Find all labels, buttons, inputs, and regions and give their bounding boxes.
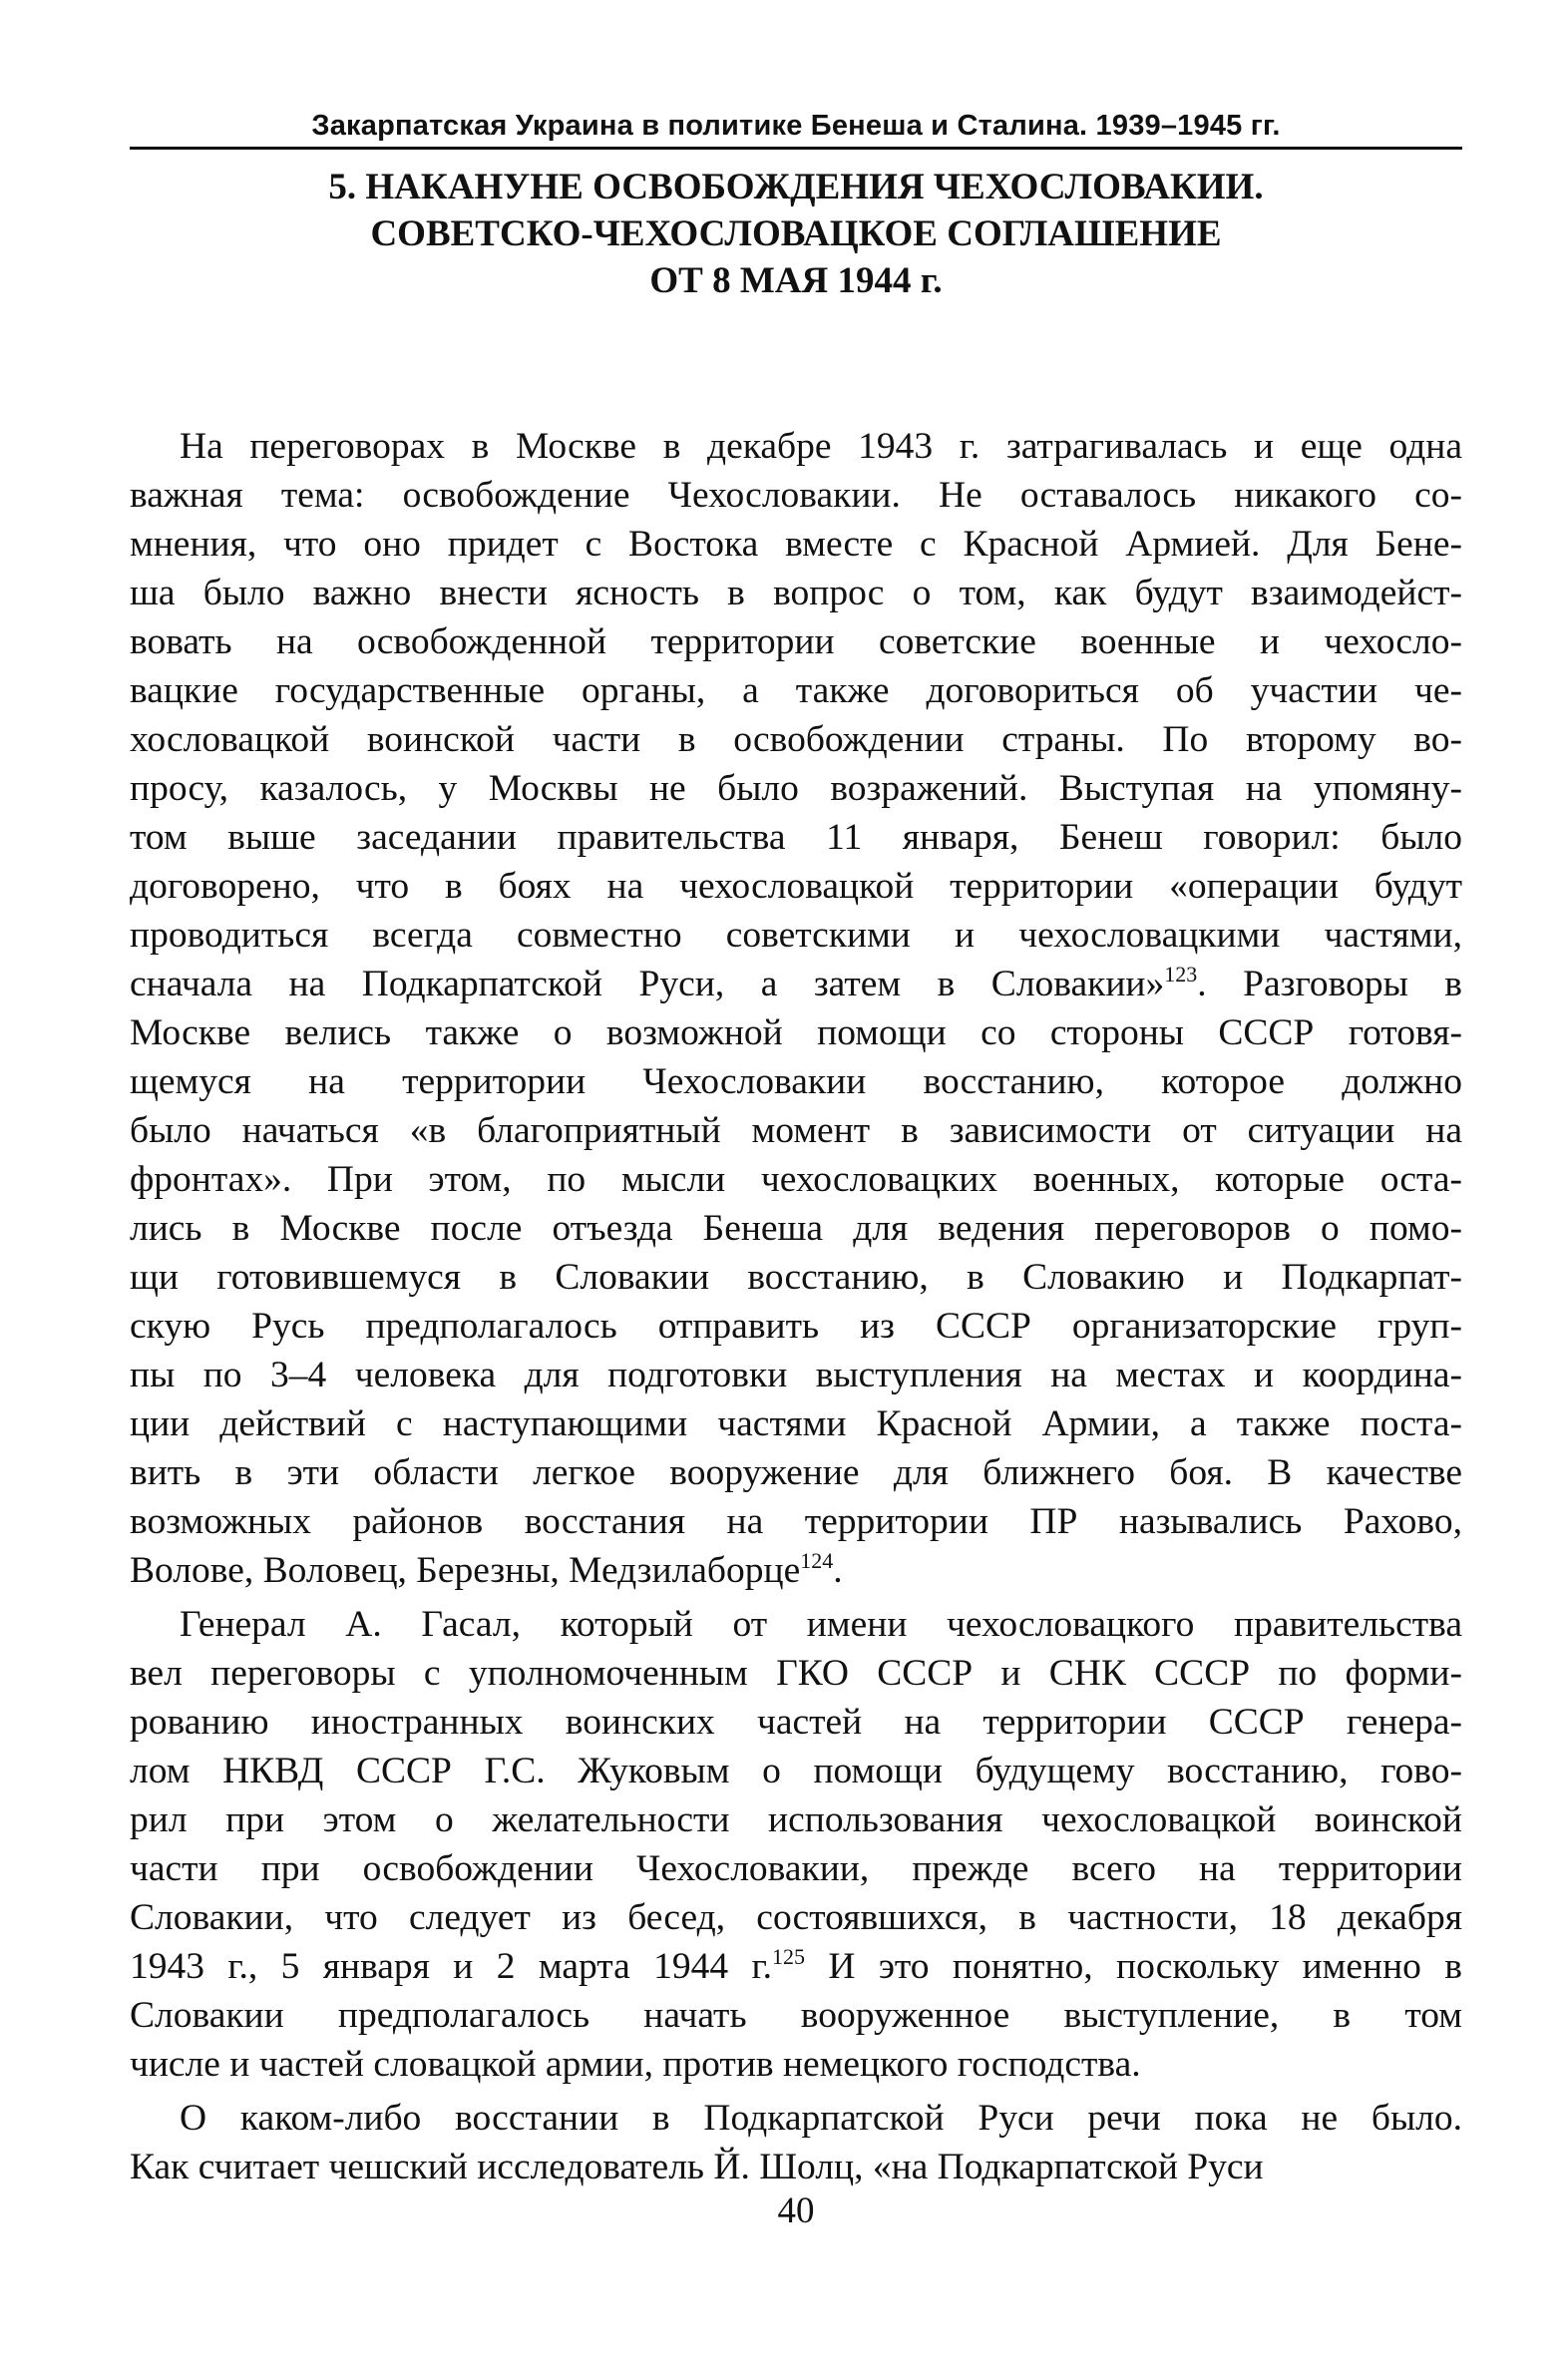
- text-line: [130, 1302, 1462, 1351]
- line-text: было начаться «в благоприятный момент в зависимости от ситуации на: [130, 1110, 1462, 1151]
- text-line: [130, 1795, 1462, 1844]
- text-line: [130, 1106, 1462, 1155]
- text-line: [130, 1893, 1462, 1942]
- line-text: Словакии, что следует из бесед, состоявшихся, в частности, 18 декабря: [130, 1897, 1462, 1938]
- text-line: [130, 960, 1462, 1008]
- line-text: части при освобождении Чехословакии, прежде всего на территории: [130, 1848, 1462, 1889]
- text-line: [130, 1747, 1462, 1795]
- text-line: [130, 1600, 1462, 1649]
- line-text: возможных районов восстания на территории ПР назывались Рахово,: [130, 1501, 1462, 1542]
- body-text: [130, 422, 1462, 2191]
- line-text-after: . Разговоры в: [1197, 964, 1462, 1004]
- line-text: О каком-либо восстании в Подкарпатской Руси речи пока не было.: [180, 2098, 1462, 2139]
- footnote-ref[interactable]: 123: [1164, 962, 1198, 987]
- line-text: просу, казалось, у Москвы не было возражений. Выступая на упомяну-: [130, 768, 1462, 809]
- paragraph: [130, 422, 1462, 1595]
- chapter-title-line: 5. НАКАНУНЕ ОСВОБОЖДЕНИЯ ЧЕХОСЛОВАКИИ.: [328, 167, 1264, 207]
- line-text: скую Русь предполагалось отправить из СССР организаторские груп-: [130, 1306, 1462, 1347]
- line-text: ции действий с наступающими частями Красной Армии, а также поста-: [130, 1403, 1462, 1444]
- text-line: [130, 1698, 1462, 1747]
- line-text: важная тема: освобождение Чехословакии. Не оставалось никакого со-: [130, 475, 1462, 516]
- line-text: рил при этом о желательности использования чехословацкой воинской: [130, 1799, 1462, 1840]
- paragraph: [130, 2094, 1462, 2191]
- line-text: щемуся на территории Чехословакии восстанию, которое должно: [130, 1061, 1462, 1102]
- text-line: [130, 1546, 1462, 1595]
- text-line: [130, 911, 1462, 960]
- text-line: [130, 1008, 1462, 1057]
- text-line: [130, 1351, 1462, 1399]
- line-text: Как считает чешский исследователь Й. Шолц, «на Подкарпатской Руси: [130, 2147, 1264, 2187]
- line-text-after: И это понятно, поскольку именно в: [805, 1946, 1463, 1987]
- line-text: вить в эти области легкое вооружение для ближнего боя. В качестве: [130, 1452, 1462, 1493]
- line-text-after: .: [833, 1550, 843, 1591]
- line-text: На переговорах в Москве в декабре 1943 г. затрагивалась и еще одна: [180, 426, 1462, 467]
- line-text: ша было важно внести ясность в вопрос о том, как будут взаимодейст-: [130, 573, 1462, 613]
- line-text: договорено, что в боях на чехословацкой территории «операции будут: [130, 866, 1462, 907]
- page-number: 40: [777, 2190, 815, 2231]
- text-line: [130, 422, 1462, 471]
- line-text: вел переговоры с уполномоченным ГКО СССР и СНК СССР по форми-: [130, 1653, 1462, 1694]
- line-text: лись в Москве после отъезда Бенеша для ведения переговоров о помо-: [130, 1208, 1462, 1249]
- line-text: Словакии предполагалось начать вооруженное выступление, в том: [130, 1995, 1462, 2036]
- line-text: Волове, Воловец, Березны, Медзилаборце: [130, 1550, 801, 1591]
- footnote-ref[interactable]: 125: [772, 1944, 805, 1969]
- line-text: сначала на Подкарпатской Руси, а затем в Словакии»: [130, 964, 1165, 1004]
- book-page: [130, 110, 1462, 2334]
- line-text: мнения, что оно придет с Востока вместе с Красной Армией. Для Бене-: [130, 524, 1462, 565]
- line-text: вацкие государственные органы, а также договориться об участии че-: [130, 670, 1462, 711]
- text-line: [130, 520, 1462, 569]
- text-line: [130, 1448, 1462, 1497]
- footnote-ref[interactable]: 124: [800, 1548, 834, 1573]
- paragraph: [130, 1600, 1462, 2089]
- text-line: [130, 2143, 1462, 2191]
- text-line: [130, 1649, 1462, 1698]
- text-line: [130, 1497, 1462, 1546]
- text-line: [130, 764, 1462, 813]
- text-line: [130, 1399, 1462, 1448]
- text-line: [130, 1253, 1462, 1302]
- line-text: хословацкой воинской части в освобождении страны. По второму во-: [130, 719, 1462, 760]
- text-line: [130, 1204, 1462, 1253]
- line-text: вовать на освобожденной территории советские военные и чехосло-: [130, 621, 1462, 662]
- line-text: том выше заседании правительства 11 января, Бенеш говорил: было: [130, 817, 1462, 858]
- line-text: числе и частей словацкой армии, против немецкого господства.: [130, 2044, 1141, 2085]
- chapter-title: [130, 164, 1462, 304]
- line-text: пы по 3–4 человека для подготовки выступления на местах и координа-: [130, 1355, 1462, 1395]
- running-head: Закарпатская Украина в политике Бенеша и Сталина. 1939–1945 гг.: [130, 110, 1462, 150]
- text-line: [130, 1155, 1462, 1204]
- line-text: щи готовившемуся в Словакии восстанию, в Словакию и Подкарпат-: [130, 1257, 1462, 1298]
- line-text: Москве велись также о возможной помощи со стороны СССР готовя-: [130, 1012, 1462, 1053]
- chapter-title-line: СОВЕТСКО-ЧЕХОСЛОВАЦКОЕ СОГЛАШЕНИЕ: [370, 213, 1222, 254]
- line-text: проводиться всегда совместно советскими и чехословацкими частями,: [130, 915, 1462, 956]
- text-line: [130, 569, 1462, 617]
- text-line: [130, 1942, 1462, 1991]
- text-line: [130, 2094, 1462, 2143]
- chapter-title-line: ОТ 8 МАЯ 1944 г.: [649, 260, 943, 301]
- text-line: [130, 813, 1462, 862]
- text-line: [130, 1991, 1462, 2040]
- line-text: 1943 г., 5 января и 2 марта 1944 г.: [130, 1946, 772, 1987]
- text-line: [130, 1057, 1462, 1106]
- text-line: [130, 715, 1462, 764]
- line-text: фронтах». При этом, по мысли чехословацких военных, которые оста-: [130, 1159, 1462, 1200]
- text-line: [130, 471, 1462, 520]
- text-line: [130, 617, 1462, 666]
- text-line: [130, 862, 1462, 911]
- line-text: лом НКВД СССР Г.С. Жуковым о помощи будущему восстанию, гово-: [130, 1751, 1462, 1791]
- text-line: [130, 1844, 1462, 1893]
- text-line: [130, 2040, 1462, 2089]
- line-text: рованию иностранных воинских частей на территории СССР генера-: [130, 1702, 1462, 1743]
- text-line: [130, 666, 1462, 715]
- line-text: Генерал А. Гасал, который от имени чехословацкого правительства: [180, 1604, 1462, 1645]
